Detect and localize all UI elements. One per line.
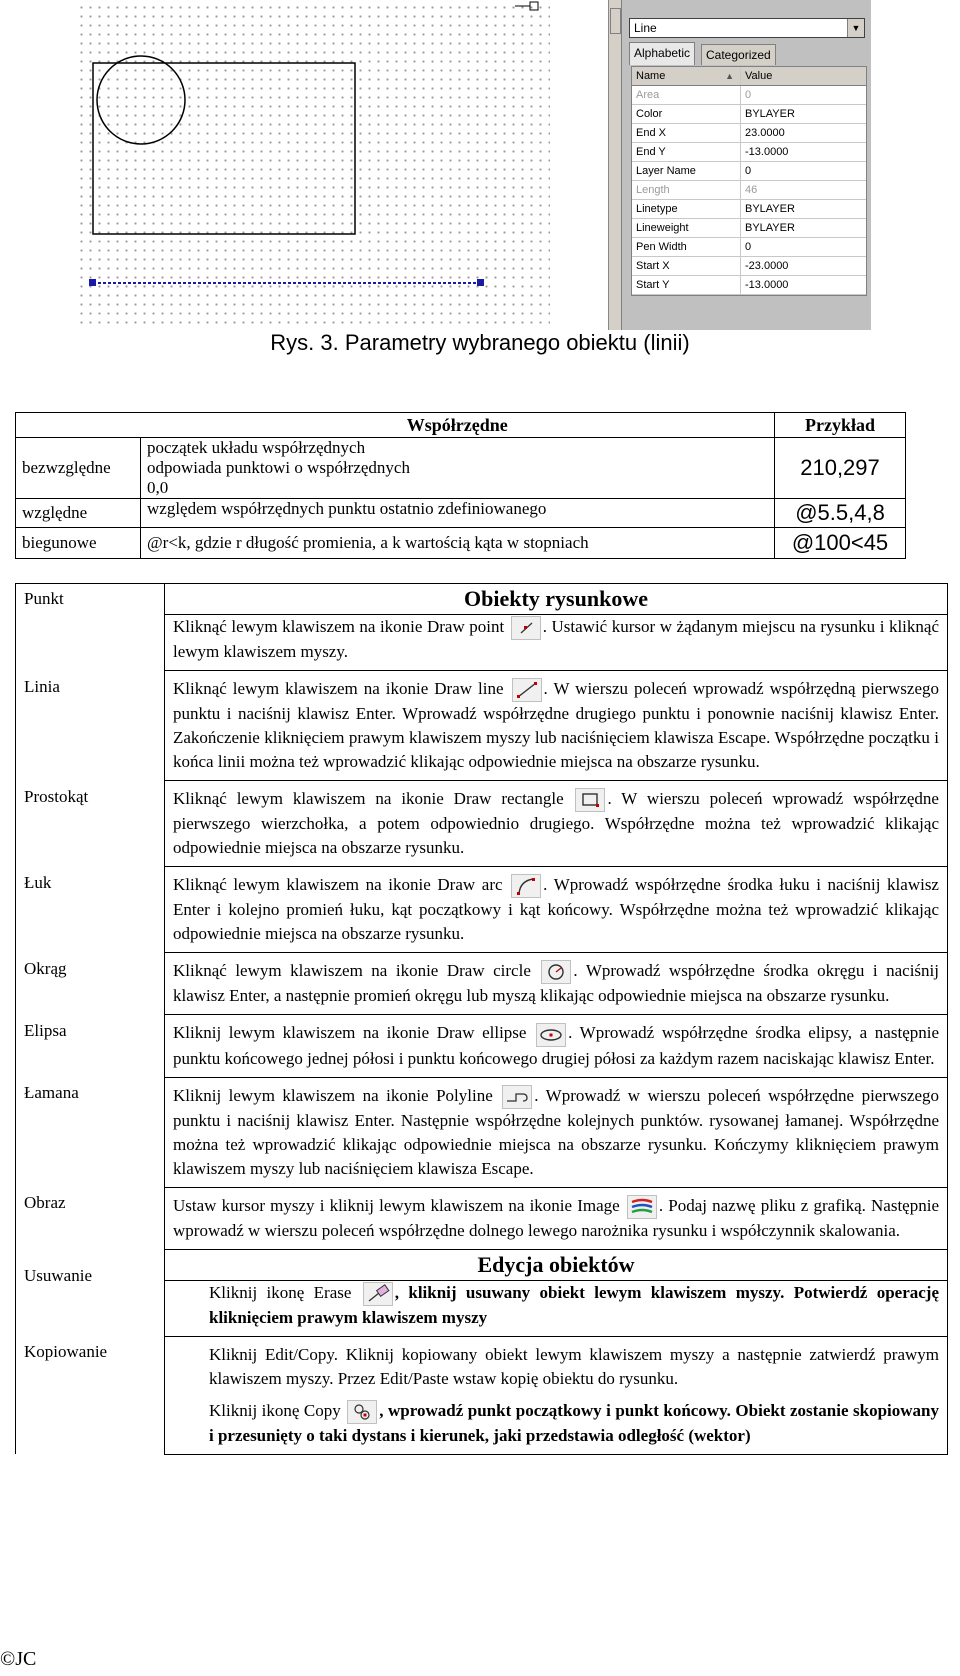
line-start-grip — [89, 279, 96, 286]
table-row[interactable] — [632, 219, 866, 238]
coord-type-label: biegunowe — [16, 528, 141, 559]
table-row[interactable] — [632, 162, 866, 181]
edit-row-usuwanie — [16, 1280, 948, 1336]
property-name: End X — [632, 124, 741, 142]
object-row-linia — [16, 671, 948, 781]
image-icon[interactable] — [627, 1195, 657, 1219]
table-row — [16, 438, 906, 499]
object-label-obraz: Obraz — [16, 1187, 165, 1249]
col-value-header[interactable]: Value — [745, 70, 773, 82]
ucs-icon — [515, 2, 538, 10]
line-end-grip — [477, 279, 484, 286]
chevron-down-icon[interactable]: ▼ — [847, 19, 864, 37]
object-row-okrag — [16, 953, 948, 1015]
draw-line-icon[interactable] — [512, 678, 542, 702]
table-row[interactable] — [632, 143, 866, 162]
property-name: Color — [632, 105, 741, 123]
draw-circle-icon[interactable] — [541, 960, 571, 984]
copyright-footer: ©JC — [0, 1648, 37, 1670]
property-value[interactable]: -13.0000 — [745, 146, 789, 158]
object-type-value: Line — [634, 21, 657, 35]
tab-categorized[interactable]: Categorized — [701, 44, 776, 65]
draw-point-icon[interactable] — [511, 616, 541, 640]
property-value[interactable]: 23.0000 — [745, 127, 785, 139]
draw-rectangle-icon[interactable] — [575, 788, 605, 812]
coord-description: początek układu współrzędnych odpowiada punktowi o współrzędnych 0,0 — [141, 438, 775, 499]
table-row[interactable] — [632, 238, 866, 257]
panel-scrollbar[interactable] — [609, 0, 622, 330]
object-label-elipsa: Elipsa — [16, 1015, 165, 1077]
grid-header — [632, 67, 866, 86]
example-header: Przykład — [775, 413, 906, 438]
object-label-prostokat: Prostokąt — [16, 781, 165, 867]
edit-section-title: Edycja obiektów — [165, 1249, 948, 1280]
properties-panel — [608, 0, 871, 330]
object-desc-elipsa: Kliknij lewym klawiszem na ikonie Draw ellipse . Wprowadź współrzędne środka elipsy, a następnie punktu końcowego jednej półosi i punktu końcowego drugiej półosi za każdym razem naciskając klawisz Enter. — [165, 1015, 948, 1077]
object-desc-obraz: Ustaw kursor myszy i kliknij lewym klawiszem na ikonie Image . Podaj nazwę pliku z grafiką. Następnie wprowadź w wierszu poleceń współrzędne dolnego lewego narożnika rysunku i współczynnik skalowania. — [165, 1187, 948, 1249]
objects-section-title: Obiekty rysunkowe — [165, 584, 948, 615]
properties-grid — [631, 66, 867, 296]
property-value[interactable]: -13.0000 — [745, 279, 789, 291]
coordinates-table — [15, 412, 906, 559]
draw-arc-icon[interactable] — [511, 874, 541, 898]
objects-table — [15, 583, 948, 1455]
property-value[interactable]: 46 — [745, 184, 758, 196]
object-desc-linia: Kliknąć lewym klawiszem na ikonie Draw line . W wierszu poleceń wprowadź współrzędną pierwszego punktu i naciśnij klawisz Enter. Wprowadź współrzędne drugiego punktu i ponownie naciśnij klawisz Enter. Zakończenie kliknięciem prawym klawiszem myszy lub naciśnięciem klawisza Escape. Współrzędne początku i końca linii można też wprowadzić klikając odpowiednie miejsca na obszarze rysunku. — [165, 671, 948, 781]
object-label-luk: Łuk — [16, 867, 165, 953]
draw-ellipse-icon[interactable] — [536, 1023, 566, 1047]
object-desc-lamana: Kliknij lewym klawiszem na ikonie Polyline . Wprowadź w wierszu poleceń współrzędne pierwszego punktu i naciśnij klawisz Enter. Następnie współrzędne kolejnych punktów. rysowanej łamanej. Współrzędne można też wprowadzić klikając odpowiednie miejsca na obszarze rysunku. Kończymy kliknięciem prawym klawiszem myszy lub naciśnięciem klawisza Escape. — [165, 1077, 948, 1187]
table-row[interactable] — [632, 124, 866, 143]
property-value[interactable]: 0 — [745, 89, 752, 101]
sort-arrow-icon: ▲ — [725, 71, 734, 81]
polyline-icon[interactable] — [502, 1085, 532, 1109]
property-value[interactable]: BYLAYER — [745, 222, 795, 234]
table-row — [16, 499, 906, 528]
property-name: Layer Name — [632, 162, 741, 180]
table-row[interactable] — [632, 86, 866, 105]
edit-row-kopiowanie — [16, 1336, 948, 1454]
table-row[interactable] — [632, 181, 866, 200]
edit-desc-kopiowanie: Kliknij Edit/Copy. Kliknij kopiowany obiekt lewym klawiszem myszy a następnie zatwierdź prawym klawiszem myszy. Przez Edit/Paste wstaw kopię obiektu do rysunku. Kliknij ikonę Copy , wprowadź punkt początkowy i punkt końcowy. Obiekt zostanie skopiowany i przesunięty o taki dystans i kierunek, jaki przedstawia odległość (wektor) — [165, 1336, 948, 1454]
property-name: End Y — [632, 143, 741, 161]
coords-header: Współrzędne — [141, 413, 775, 438]
table-row[interactable] — [632, 276, 866, 295]
table-row[interactable] — [632, 257, 866, 276]
col-name-header[interactable]: Name ▲ — [632, 67, 741, 85]
property-value[interactable]: -23.0000 — [745, 260, 789, 272]
drawing-canvas[interactable] — [75, 0, 550, 330]
object-label-punkt: Punkt — [16, 589, 165, 645]
object-desc-prostokat: Kliknąć lewym klawiszem na ikonie Draw rectangle . W wierszu poleceń wprowadź współrzędne pierwszego wierzchołka, a potem odpowiednio drugiego. Współrzędne można też wprowadzić klikając odpowiednie miejsca na obszarze rysunku. — [165, 781, 948, 867]
object-label-linia: Linia — [16, 671, 165, 781]
coord-example: @100<45 — [775, 528, 906, 559]
object-row-elipsa — [16, 1015, 948, 1077]
copy-icon[interactable] — [347, 1400, 377, 1424]
figure-caption: Rys. 3. Parametry wybranego obiektu (linii) — [270, 330, 690, 355]
table-row — [16, 528, 906, 559]
object-row-obraz — [16, 1187, 948, 1249]
tab-alphabetic[interactable]: Alphabetic — [629, 42, 695, 65]
coord-type-label: bezwzględne — [16, 438, 141, 499]
property-name: Length — [632, 181, 741, 199]
erase-icon[interactable] — [363, 1282, 393, 1306]
edit-desc-usuwanie: Kliknij ikonę Erase , kliknij usuwany obiekt lewym klawiszem myszy. Potwierdź operację kliknięciem prawym klawiszem myszy — [165, 1280, 948, 1336]
object-label-lamana: Łamana — [16, 1077, 165, 1187]
figure — [0, 0, 960, 390]
coord-description: @r<k, gdzie r długość promienia, a k wartością kąta w stopniach — [141, 528, 775, 559]
object-desc-okrag: Kliknąć lewym klawiszem na ikonie Draw circle . Wprowadź współrzędne środka okręgu i naciśnij klawisz Enter, a następnie promień okręgu lub myszą klikając odpowiednie miejsca na obszarze rysunku. — [165, 953, 948, 1015]
property-name: Start Y — [632, 276, 741, 294]
object-type-select[interactable] — [629, 18, 865, 38]
table-row[interactable] — [632, 200, 866, 219]
object-desc-punkt: Kliknąć lewym klawiszem na ikonie Draw point . Ustawić kursor w żądanym miejscu na rysunku i kliknąć lewym klawiszem myszy. — [165, 615, 948, 671]
property-value[interactable]: 0 — [745, 165, 752, 177]
coord-example: 210,297 — [775, 438, 906, 499]
object-label-okrag: Okrąg — [16, 953, 165, 1015]
edit-label-usuwanie: Usuwanie — [16, 1260, 165, 1316]
table-row[interactable] — [632, 105, 866, 124]
object-desc-luk: Kliknąć lewym klawiszem na ikonie Draw arc . Wprowadź współrzędne środka łuku i naciśnij klawisz Enter i kolejno promień łuku, kąt początkowy i kąt końcowy. Współrzędne można też wprowadzić klikając odpowiednie miejsca na obszarze rysunku. — [165, 867, 948, 953]
coord-example: @5.5,4,8 — [775, 499, 906, 528]
property-value[interactable]: 0 — [745, 241, 752, 253]
drawn-circle — [97, 56, 185, 144]
property-name: Start X — [632, 257, 741, 275]
property-name: Area — [632, 86, 741, 104]
drawn-rectangle — [93, 63, 355, 234]
property-name: Linetype — [632, 200, 741, 218]
property-value[interactable]: BYLAYER — [745, 108, 795, 120]
property-value[interactable]: BYLAYER — [745, 203, 795, 215]
coord-type-label: względne — [16, 499, 141, 528]
coord-description: względem współrzędnych punktu ostatnio zdefiniowanego — [141, 499, 775, 528]
drawing-shapes — [75, 0, 550, 330]
property-name: Pen Width — [632, 238, 741, 256]
object-row-luk — [16, 867, 948, 953]
object-row-punkt — [16, 615, 948, 671]
object-row-lamana — [16, 1077, 948, 1187]
object-row-prostokat — [16, 781, 948, 867]
property-name: Lineweight — [632, 219, 741, 237]
copy-instructions-1: Kliknij Edit/Copy. Kliknij kopiowany obiekt lewym klawiszem myszy a następnie zatwierdź prawym klawiszem myszy. Przez Edit/Paste wstaw kopię obiektu do rysunku. — [209, 1344, 939, 1388]
edit-label-kopiowanie: Kopiowanie — [16, 1336, 165, 1454]
